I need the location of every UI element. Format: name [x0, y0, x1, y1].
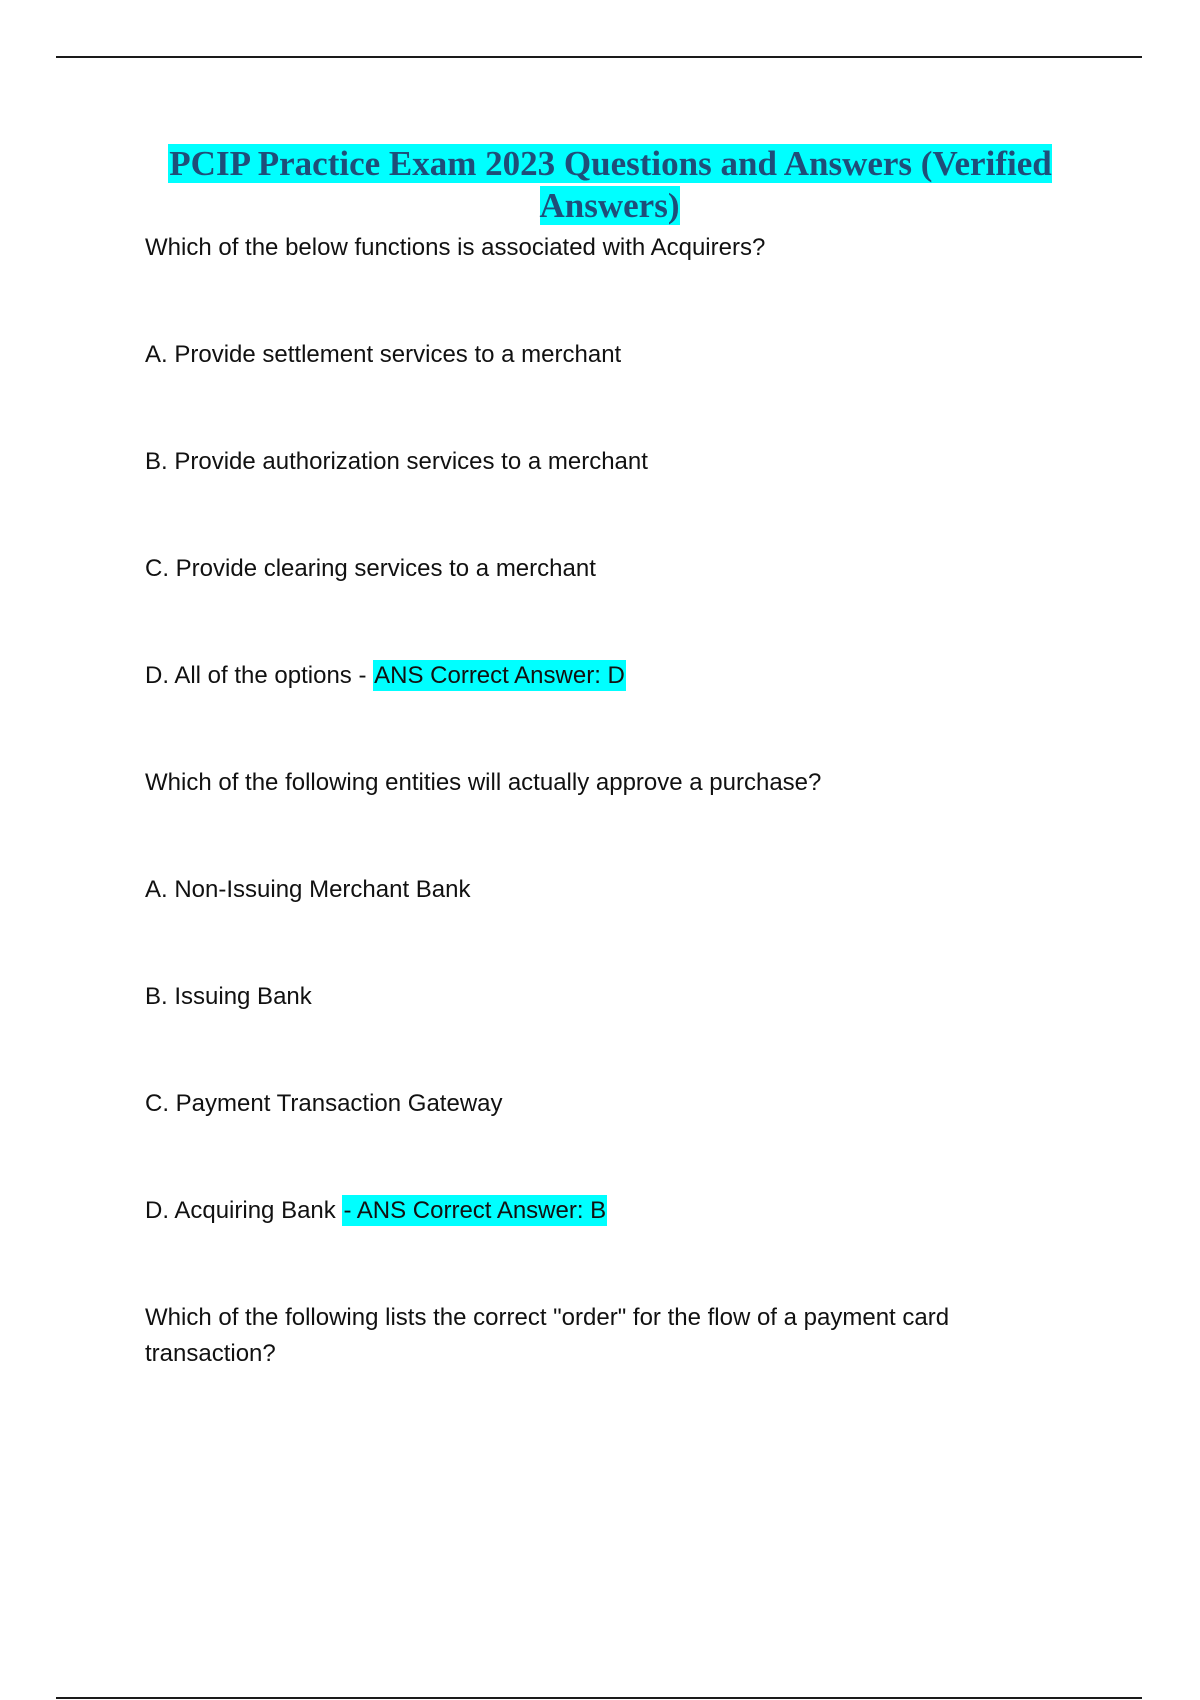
top-rule — [56, 56, 1142, 58]
question-2-option-d — [145, 1193, 1065, 1229]
question-1-option-d-text: D. All of the options - — [145, 662, 374, 689]
bottom-rule — [56, 1697, 1142, 1699]
question-1: Which of the below functions is associated with Acquirers? — [145, 234, 766, 261]
question-2-answer: - ANS Correct Answer: B — [343, 1197, 607, 1224]
question-2-option-a: A. Non-Issuing Merchant Bank — [145, 876, 471, 903]
document-body — [145, 230, 1065, 1443]
title-highlight: PCIP Practice Exam 2023 Questions and Answers (Verified Answers) — [169, 144, 1052, 225]
question-2: Which of the following entities will actually approve a purchase? — [145, 769, 822, 796]
question-2-option-b: B. Issuing Bank — [145, 983, 312, 1010]
question-2-option-c: C. Payment Transaction Gateway — [145, 1090, 503, 1117]
question-1-option-d — [145, 658, 1065, 694]
question-1-option-c: C. Provide clearing services to a merchant — [145, 555, 596, 582]
question-3: Which of the following lists the correct "order" for the flow of a payment card transaction? — [145, 1304, 950, 1367]
question-2-option-d-text: D. Acquiring Bank — [145, 1197, 343, 1224]
question-1-option-b: B. Provide authorization services to a merchant — [145, 448, 648, 475]
question-1-answer: ANS Correct Answer: D — [374, 662, 625, 689]
document-title — [130, 143, 1090, 227]
question-1-option-a: A. Provide settlement services to a merchant — [145, 341, 622, 368]
